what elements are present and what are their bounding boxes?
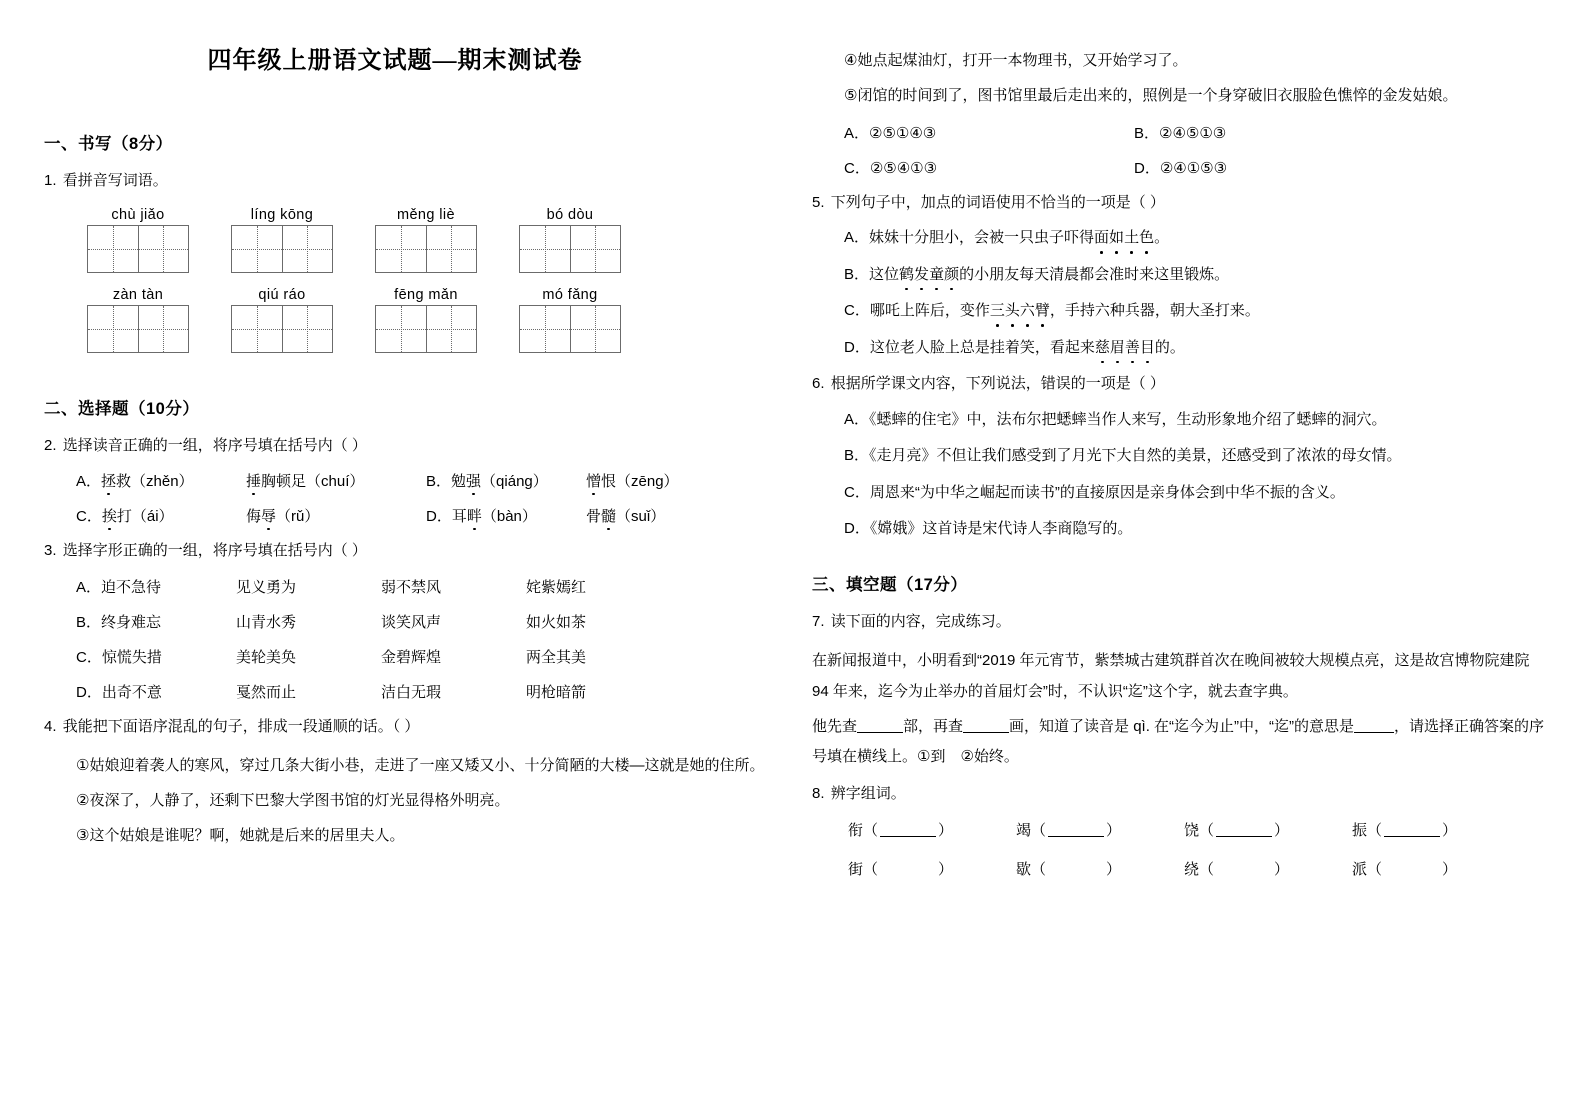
question-3-number: 3.: [44, 542, 57, 559]
option-a-text: 救（zhěn）: [116, 473, 194, 490]
pinyin-writing-block: [44, 207, 774, 353]
paren-open: （: [1031, 821, 1047, 839]
option-b-text-pre: 勉: [451, 473, 467, 490]
option-c-text: 打（ái）: [116, 508, 174, 525]
option-a[interactable]: [76, 470, 246, 491]
idiom: 如火如茶: [526, 613, 587, 631]
question-6: [812, 373, 1547, 396]
question-2-options-row-cd: [44, 505, 774, 526]
character: 饶: [1184, 821, 1200, 839]
q4-option-d[interactable]: [1134, 160, 1227, 177]
option-d-second-post: （suǐ）: [616, 508, 666, 525]
option-a-second[interactable]: [246, 470, 426, 491]
option-text-pre: 这位: [869, 265, 900, 283]
radical-blank[interactable]: [857, 732, 903, 733]
emphasis-phrase-c: [990, 302, 1050, 319]
paren-close: ）: [1442, 860, 1458, 878]
pinyin-label: bó dòu: [546, 206, 594, 223]
option-label: D．: [844, 520, 870, 537]
option-d[interactable]: [426, 505, 586, 526]
option-c-second-pre: 侮: [246, 508, 262, 525]
emphasis-char: 头: [1005, 300, 1020, 323]
pinyin-label: mó fǎng: [542, 286, 598, 303]
tianzige-slot[interactable]: [80, 305, 196, 353]
option-b-label: B．: [426, 473, 452, 490]
tianzige-box[interactable]: [519, 225, 621, 273]
tianzige-horizontal-guide: [88, 249, 188, 250]
fill-text-d: ，请选择正确答案的序号填在横线上。①到 ②始终。: [812, 717, 1545, 766]
question-7-passage: 在新闻报道中，小明看到“2019 年元宵节，紫禁城古建筑群首次在晚间被较大规模点亮，这是故宫博物院建院 94 年来，迄今为止举办的首届灯会”时，不认识“迄”这个字，就去查字典。: [812, 652, 1530, 700]
idiom: 弱不禁风: [381, 578, 442, 596]
tianzige-vertical-guide-right: [163, 306, 164, 352]
paren-close: ）: [938, 860, 954, 878]
question-4-number: 4.: [44, 717, 57, 735]
option-d-second-pre: 骨: [586, 508, 602, 525]
paren-open: （: [863, 821, 879, 839]
tianzige-vertical-guide-right: [163, 226, 164, 272]
tianzige-slot[interactable]: [224, 305, 340, 353]
char-word-item[interactable]: [848, 858, 1016, 879]
q4-option-a[interactable]: [844, 122, 1134, 143]
idiom: 洁白无瑕: [381, 683, 442, 701]
question-5-text: 下列句子中，加点的词语使用不恰当的一项是（ ）: [830, 193, 1165, 211]
emphasis-phrase-b: [899, 266, 959, 283]
question-6-option-c[interactable]: [812, 482, 1547, 505]
pinyin-label: měng liè: [396, 206, 455, 223]
fill-text-c: 画，知道了读音是 qì. 在“迄今为止”中，“迄”的意思是: [1009, 717, 1355, 735]
question-5: [812, 192, 1547, 215]
tianzige-box[interactable]: [375, 225, 477, 273]
tianzige-vertical-guide-right: [595, 306, 596, 352]
question-2-options-row-ab: [44, 470, 774, 491]
emphasis-char: 发: [914, 264, 929, 287]
q4-option-d-value: ②④①⑤③: [1159, 159, 1228, 177]
tianzige-vertical-guide-left: [401, 306, 402, 352]
paren-close: ）: [1106, 821, 1122, 839]
option-a-label: A．: [76, 473, 102, 490]
idiom: 见义勇为: [236, 578, 297, 596]
option-a-second-text: 胸顿足（chuí）: [261, 473, 365, 490]
option-text: 周恩来“为中华之崛起而读书”的直接原因是亲身体会到中华不振的含义。: [869, 483, 1345, 501]
tianzige-vertical-guide-left: [257, 226, 258, 272]
question-6-text: 根据所学课文内容，下列说法，错误的一项是（ ）: [830, 375, 1165, 392]
tianzige-vertical-guide-left: [545, 226, 546, 272]
emphasis-char: 眉: [1110, 337, 1125, 360]
emphasis-char: 土: [1124, 227, 1139, 250]
tianzige-box[interactable]: [519, 305, 621, 353]
question-7-number: 7.: [812, 612, 825, 630]
tianzige-vertical-guide-left: [113, 226, 114, 272]
pinyin-label: fēng mǎn: [394, 286, 458, 303]
tianzige-vertical-guide-right: [451, 306, 452, 352]
option-label: D．: [76, 683, 102, 701]
q4-option-d-label: D．: [1134, 159, 1160, 177]
char-word-item[interactable]: [1184, 819, 1352, 840]
option-label-and-item: [76, 681, 236, 702]
option-label: A．: [76, 578, 102, 596]
emphasis-char: 强: [466, 470, 481, 491]
section-heading-2: 二、选择题（10分）: [44, 399, 200, 418]
option-label-and-item: [76, 576, 236, 597]
question-8-text: 辨字组词。: [830, 785, 906, 802]
question-4-item-3: ③这个姑娘是谁呢？啊，她就是后来的居里夫人。: [76, 826, 405, 844]
character: 绕: [1184, 860, 1200, 878]
fill-text-b: 部，再查: [903, 717, 964, 735]
pinyin-label: líng kōng: [250, 206, 314, 223]
meaning-blank[interactable]: [1354, 732, 1394, 733]
option-c[interactable]: [76, 505, 246, 526]
option-d-text-pre: 耳: [451, 508, 467, 525]
tianzige-vertical-guide-right: [595, 226, 596, 272]
option-text: 《嫦娥》这首诗是宋代诗人李商隐写的。: [869, 520, 1133, 537]
character: 派: [1352, 860, 1368, 878]
option-b-second-text: 恨（zēng）: [601, 473, 679, 490]
emphasis-char: 辱: [261, 505, 276, 526]
emphasis-char: 鹤: [899, 264, 914, 287]
q4-option-a-label: A．: [844, 124, 870, 142]
q4-option-b-value: ②④⑤①③: [1159, 124, 1227, 142]
question-1-number: 1.: [44, 172, 57, 189]
right-column: [812, 46, 1547, 897]
character: 振: [1352, 821, 1368, 839]
option-text: 《走月亮》不但让我们感受到了月光下大自然的美景，还感受到了浓浓的母女情。: [869, 447, 1402, 464]
option-d-second[interactable]: [586, 508, 665, 525]
emphasis-phrase-d: [1095, 339, 1155, 356]
emphasis-char: 畔: [467, 505, 482, 526]
option-b-second[interactable]: [586, 473, 679, 490]
option-label: B．: [76, 613, 102, 631]
char-word-item[interactable]: [1352, 858, 1520, 879]
character: 衔: [848, 821, 864, 839]
option-label-and-item: [76, 646, 236, 667]
question-6-number: 6.: [812, 375, 825, 392]
question-1: [44, 170, 774, 193]
pinyin-label: qiú ráo: [258, 286, 306, 303]
question-4-text: 我能把下面语序混乱的句子，排成一段通顺的话。（ ）: [62, 717, 420, 735]
question-3-text: 选择字形正确的一组，将序号填在括号内（ ）: [62, 542, 367, 559]
idiom: 姹紫嫣红: [526, 578, 587, 596]
tianzige-horizontal-guide: [232, 329, 332, 330]
emphasis-char: 颜: [944, 264, 959, 287]
tianzige-vertical-guide-left: [545, 306, 546, 352]
paren-open: （: [863, 860, 879, 878]
q4-option-c-value: ②⑤④①③: [869, 159, 938, 177]
option-text-pre: 哪吒上阵后，变作: [869, 302, 990, 319]
tianzige-box[interactable]: [375, 305, 477, 353]
emphasis-char: 三: [990, 300, 1005, 323]
option-text-post: 。: [1154, 229, 1170, 246]
option-text: 《蟋蟀的住宅》中，法布尔把蟋蟀当作人来写，生动形象地介绍了蟋蟀的洞穴。: [869, 410, 1387, 428]
q4-option-c[interactable]: [844, 157, 1134, 178]
idiom: 美轮美奂: [236, 648, 297, 666]
idiom: 戛然而止: [236, 683, 297, 701]
word-blank[interactable]: [1384, 836, 1440, 837]
tianzige-box[interactable]: [231, 225, 333, 273]
question-4-item-4: ④她点起煤油灯，打开一本物理书，又开始学习了。: [844, 52, 1188, 69]
option-text-pre: 这位老人脸上总是挂着笑，看起来: [869, 338, 1095, 356]
question-6-option-b[interactable]: [812, 445, 1547, 468]
section-heading-1: 一、书写（8分）: [44, 135, 173, 153]
idiom: 终身难忘: [101, 613, 162, 631]
tianzige-vertical-guide-left: [401, 226, 402, 272]
idiom: 惊慌失措: [101, 648, 162, 666]
option-label: C．: [76, 648, 102, 666]
option-d-text-post: （bàn）: [481, 508, 537, 525]
option-text-post: 的。: [1154, 338, 1185, 356]
paren-close: ）: [1274, 860, 1290, 878]
question-5-option-b[interactable]: [812, 264, 1547, 287]
tianzige-horizontal-guide: [520, 329, 620, 330]
question-5-number: 5.: [812, 193, 825, 211]
character: 竭: [1016, 821, 1032, 839]
pinyin-row-2: [80, 287, 774, 303]
emphasis-char: 拯: [101, 470, 116, 491]
question-4-item-1: ①姑娘迎着袭人的寒风，穿过几条大街小巷，走进了一座又矮又小、十分简陋的大楼—这就是她的住所。: [76, 757, 765, 774]
tianzige-slot[interactable]: [512, 225, 628, 273]
option-label: A．: [844, 410, 870, 428]
idiom: 明枪暗箭: [526, 683, 587, 701]
q4-option-b[interactable]: [1134, 125, 1226, 142]
emphasis-char: 童: [929, 264, 944, 287]
tianzige-horizontal-guide: [88, 329, 188, 330]
tianzige-vertical-guide-right: [307, 226, 308, 272]
option-b-text-post: （qiáng）: [481, 473, 548, 490]
char-word-item[interactable]: [1352, 819, 1520, 840]
idiom: 金碧辉煌: [381, 648, 442, 666]
question-5-option-a[interactable]: [812, 227, 1547, 250]
char-word-item[interactable]: [848, 819, 1016, 840]
question-6-option-a[interactable]: [812, 409, 1547, 432]
tianzige-vertical-guide-right: [451, 226, 452, 272]
tianzige-box[interactable]: [87, 225, 189, 273]
option-c-second-post: （rǔ）: [276, 508, 320, 525]
char-word-item[interactable]: [1016, 858, 1184, 879]
tianzige-slot[interactable]: [80, 225, 196, 273]
question-5-option-d[interactable]: [812, 337, 1547, 360]
idiom: 两全其美: [526, 648, 587, 666]
question-3-option-c[interactable]: [44, 646, 774, 667]
word-blank[interactable]: [880, 836, 936, 837]
left-column: [44, 130, 774, 855]
paren-close: ）: [938, 821, 954, 839]
char-word-item[interactable]: [1016, 819, 1184, 840]
option-label: B．: [844, 447, 870, 464]
paren-open: （: [1199, 860, 1215, 878]
question-4-answer-row-ab: [812, 122, 1547, 143]
question-8-row-1: [812, 819, 1547, 840]
question-3-option-d[interactable]: [44, 681, 774, 702]
emphasis-char: 面: [1094, 227, 1109, 250]
tianzige-slot[interactable]: [368, 305, 484, 353]
idiom: 谈笑风声: [381, 613, 442, 631]
emphasis-char: 色: [1139, 227, 1154, 250]
tianzige-slot[interactable]: [368, 225, 484, 273]
paren-open: （: [1199, 821, 1215, 839]
stroke-count-blank[interactable]: [963, 732, 1009, 733]
emphasis-char: 髓: [601, 505, 616, 526]
question-8-number: 8.: [812, 785, 825, 802]
question-2-number: 2.: [44, 436, 57, 454]
question-2: [44, 435, 774, 458]
tianzige-box[interactable]: [231, 305, 333, 353]
question-4-item-2: ②夜深了，人静了，还剩下巴黎大学图书馆的灯光显得格外明亮。: [76, 791, 510, 809]
option-label: D．: [844, 338, 870, 356]
emphasis-char: 目: [1140, 337, 1155, 360]
emphasis-phrase-a: [1094, 229, 1154, 246]
tianzige-row-2: [80, 305, 774, 353]
idiom: 出奇不意: [101, 683, 162, 701]
tianzige-horizontal-guide: [520, 249, 620, 250]
pinyin-label: chù jiǎo: [111, 206, 165, 223]
question-1-text: 看拼音写词语。: [62, 172, 168, 189]
option-d-label: D．: [426, 508, 452, 525]
tianzige-slot[interactable]: [224, 225, 340, 273]
emphasis-char: 如: [1109, 227, 1124, 250]
question-8: [812, 783, 1547, 806]
option-text-post: ，手持六种兵器，朝大圣打来。: [1049, 302, 1260, 319]
idiom: 山青水秀: [236, 613, 297, 631]
question-3: [44, 540, 774, 563]
question-4-answer-row-cd: [812, 157, 1547, 178]
paren-close: ）: [1106, 860, 1122, 878]
question-4-item-5: ⑤闭馆的时间到了，图书馆里最后走出来的，照例是一个身穿破旧衣服脸色憔悴的金发姑娘。: [844, 86, 1458, 104]
emphasis-char: 捶: [246, 470, 261, 491]
option-text-post: 的小朋友每天清晨都会准时来这里锻炼。: [959, 265, 1230, 283]
paren-close: ）: [1274, 821, 1290, 839]
emphasis-char: 憎: [586, 470, 601, 491]
option-label-and-item: [76, 611, 236, 632]
page-title: 四年级上册语文试题—期末测试卷: [207, 48, 583, 74]
tianzige-vertical-guide-right: [307, 306, 308, 352]
emphasis-char: 臂: [1035, 300, 1050, 323]
pinyin-label: zàn tàn: [112, 286, 164, 303]
tianzige-box[interactable]: [87, 305, 189, 353]
q4-option-a-value: ②⑤①④③: [869, 124, 937, 142]
question-3-option-a[interactable]: [44, 576, 774, 597]
emphasis-char: 挨: [102, 505, 117, 526]
option-c-second[interactable]: [246, 505, 426, 526]
tianzige-horizontal-guide: [376, 329, 476, 330]
idiom: 迫不急待: [101, 578, 162, 596]
question-7-text: 读下面的内容，完成练习。: [830, 612, 1011, 630]
tianzige-slot[interactable]: [512, 305, 628, 353]
paren-close: ）: [1442, 821, 1458, 839]
emphasis-char: 六: [1020, 300, 1035, 323]
question-2-text: 选择读音正确的一组，将序号填在括号内（ ）: [62, 436, 367, 454]
q4-option-b-label: B．: [1134, 124, 1160, 142]
tianzige-vertical-guide-left: [257, 306, 258, 352]
option-text-pre: 妹妹十分胆小，会被一只虫子吓得: [869, 229, 1095, 246]
section-heading-3: 三、填空题（17分）: [812, 575, 968, 594]
question-7-fill-line: [812, 712, 1547, 774]
tianzige-horizontal-guide: [232, 249, 332, 250]
question-8-row-2: [812, 858, 1547, 879]
q4-option-c-label: C．: [844, 159, 870, 177]
emphasis-char: 慈: [1095, 337, 1110, 360]
word-blank[interactable]: [1048, 836, 1104, 837]
pinyin-row-1: [80, 207, 774, 223]
question-3-option-b[interactable]: [44, 611, 774, 632]
fill-text-a: 他先查: [812, 717, 858, 735]
character: 街: [848, 860, 864, 878]
question-4: [44, 716, 774, 739]
paren-open: （: [1031, 860, 1047, 878]
question-5-option-c[interactable]: [812, 300, 1547, 323]
option-label: B．: [844, 265, 870, 283]
tianzige-row-1: [80, 225, 774, 273]
question-6-option-d[interactable]: [812, 518, 1547, 541]
option-label: C．: [844, 483, 870, 501]
option-label: C．: [844, 302, 870, 319]
paren-open: （: [1367, 860, 1383, 878]
tianzige-horizontal-guide: [376, 249, 476, 250]
emphasis-char: 善: [1125, 337, 1140, 360]
word-blank[interactable]: [1216, 836, 1272, 837]
option-label: A．: [844, 229, 870, 246]
option-b[interactable]: [426, 470, 586, 491]
option-c-label: C．: [76, 508, 102, 525]
character: 歇: [1016, 860, 1032, 878]
question-7: [812, 611, 1547, 634]
paren-open: （: [1367, 821, 1383, 839]
tianzige-vertical-guide-left: [113, 306, 114, 352]
char-word-item[interactable]: [1184, 858, 1352, 879]
